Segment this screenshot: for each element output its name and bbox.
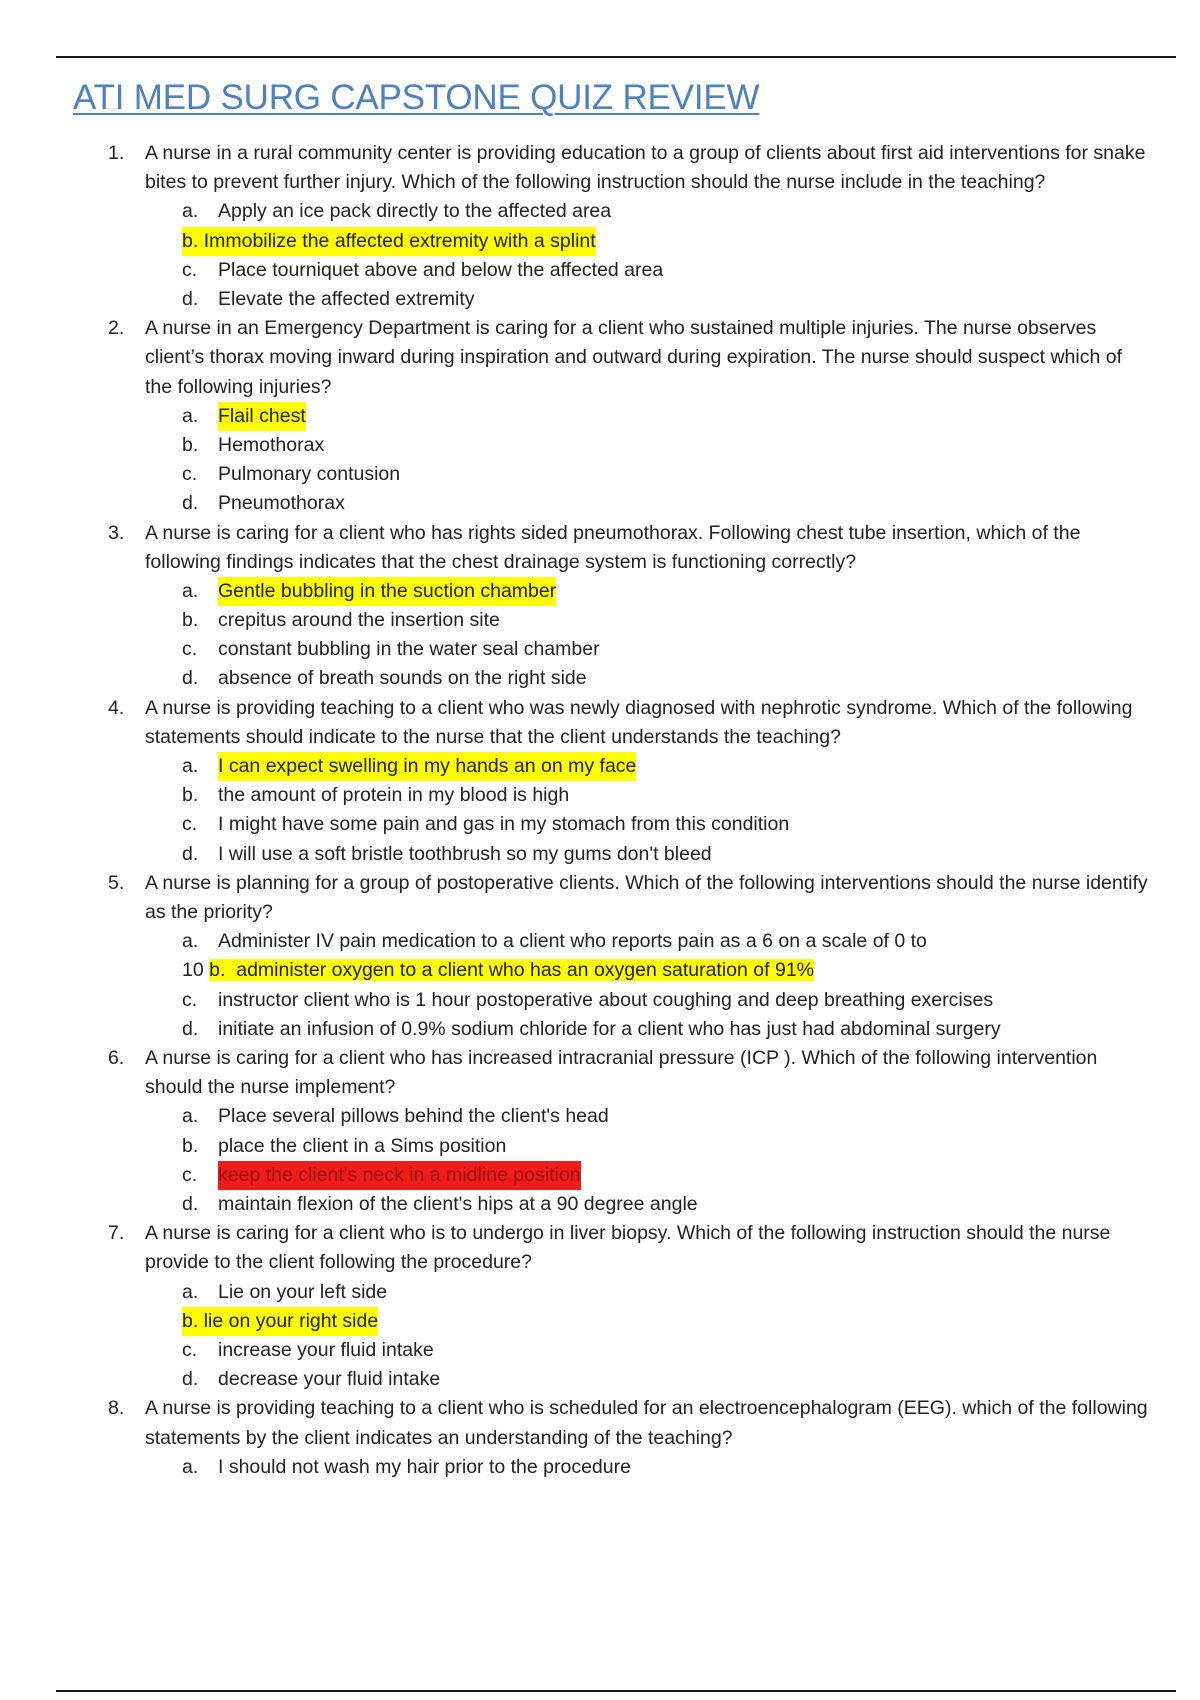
question-number: 1.	[108, 142, 125, 164]
option-letter: d.	[182, 287, 199, 310]
option-text: absence of breath sounds on the right side	[218, 667, 587, 690]
option-b	[0, 606, 1200, 635]
option-letter: d.	[182, 1017, 199, 1040]
wrapped-line	[182, 956, 814, 985]
top-rule	[56, 56, 1176, 58]
option-text: I will use a soft bristle toothbrush so my gums don't bleed	[218, 842, 712, 865]
option-text: constant bubbling in the water seal chamber	[218, 638, 600, 661]
option-b-correct	[0, 227, 1200, 256]
option-letter: b.	[182, 1134, 199, 1157]
option-c-correct	[0, 1161, 1200, 1190]
option-text: the amount of protein in my blood is high	[218, 784, 570, 807]
option-text: Apply an ice pack directly to the affected area	[218, 200, 612, 223]
option-a	[0, 927, 1200, 956]
question-text: A nurse in an Emergency Department is caring for a client who sustained multiple injuries. The nurse observes client’s thorax moving inward during inspiration and outward during expiration. The nurse should suspect which of the following injuries?	[145, 317, 1122, 398]
option-a-correct	[0, 577, 1200, 606]
option-text: crepitus around the insertion site	[218, 609, 500, 632]
option-c	[0, 635, 1200, 664]
option-c	[0, 810, 1200, 839]
option-text: Pneumothorax	[218, 492, 345, 515]
highlighted-answer	[209, 959, 814, 981]
option-a	[0, 197, 1200, 226]
option-text: Administer IV pain medication to a client who reports pain as a 6 on a scale of 0 to	[218, 930, 927, 953]
bottom-rule	[56, 1690, 1176, 1692]
option-d	[0, 489, 1200, 518]
option-text: I might have some pain and gas in my stomach from this condition	[218, 813, 790, 836]
option-b	[0, 781, 1200, 810]
option-letter: c.	[182, 1163, 198, 1186]
question-text: A nurse is providing teaching to a client who was newly diagnosed with nephrotic syndrome. Which of the following statements should indicate to the nurse that the client understands the teaching?	[145, 696, 1133, 748]
highlighted-answer: Gentle bubbling in the suction chamber	[218, 577, 556, 606]
option-letter: b.	[209, 959, 226, 982]
option-a-correct	[0, 752, 1200, 781]
option-letter: d.	[182, 492, 199, 515]
option-text: initiate an infusion of 0.9% sodium chloride for a client who has just had abdominal surgery	[218, 1017, 1001, 1040]
option-text: Place several pillows behind the client's head	[218, 1105, 609, 1128]
option-text: place the client in a Sims position	[218, 1134, 507, 1157]
highlighted-answer	[182, 227, 596, 256]
option-text: Hemothorax	[218, 433, 325, 456]
option-text: Immobilize the affected extremity with a splint	[203, 229, 596, 252]
question-text: A nurse is planning for a group of postoperative clients. Which of the following interventions should the nurse identify as the priority?	[145, 871, 1148, 924]
option-a	[0, 1102, 1200, 1131]
question-number: 5.	[108, 871, 125, 894]
option-letter: c.	[182, 258, 198, 281]
option-letter: a.	[182, 755, 199, 778]
option-letter: b.	[182, 1309, 199, 1332]
option-d	[0, 1365, 1200, 1394]
page-title: ATI MED SURG CAPSTONE QUIZ REVIEW	[73, 78, 760, 117]
option-letter: d.	[182, 842, 199, 865]
option-letter: d.	[182, 1368, 199, 1391]
option-text: I should not wash my hair prior to the procedure	[218, 1455, 631, 1478]
question-8	[0, 1394, 1200, 1482]
question-3	[0, 519, 1200, 694]
question-2	[0, 314, 1200, 518]
option-letter: a.	[182, 1105, 199, 1128]
option-d	[0, 285, 1200, 314]
option-b-correct	[0, 956, 1200, 985]
wrapped-number: 10	[182, 959, 204, 982]
question-text: A nurse is providing teaching to a client who is scheduled for an electroencephalogram (EEG). which of the following statements by the client indicates an understanding of the teaching?	[145, 1397, 1148, 1449]
option-letter: c.	[182, 638, 198, 661]
question-4	[0, 694, 1200, 869]
option-d	[0, 1190, 1200, 1219]
option-text: lie on your right side	[203, 1309, 379, 1332]
option-letter: a.	[182, 930, 199, 953]
question-text: A nurse in a rural community center is providing education to a group of clients about first aid interventions for snake bites to prevent further injury. Which of the following instruction should the nurse include in the teaching?	[145, 142, 1146, 194]
option-letter: b.	[182, 609, 199, 632]
option-d	[0, 1015, 1200, 1044]
option-letter: a.	[182, 1455, 199, 1478]
option-text: decrease your fluid intake	[218, 1368, 441, 1391]
option-a-correct	[0, 402, 1200, 431]
question-5	[0, 869, 1200, 1044]
option-letter: a.	[182, 200, 199, 223]
option-text: Lie on your left side	[218, 1280, 388, 1303]
option-d	[0, 664, 1200, 693]
option-a	[0, 1453, 1200, 1482]
option-b	[0, 431, 1200, 460]
option-text: maintain flexion of the client's hips at a 90 degree angle	[218, 1192, 698, 1215]
question-number: 7.	[108, 1222, 125, 1245]
option-letter: b.	[182, 784, 199, 807]
option-letter: d.	[182, 1192, 199, 1215]
highlighted-answer	[182, 1307, 378, 1336]
option-text: Pulmonary contusion	[218, 463, 401, 486]
option-letter: c.	[182, 813, 198, 836]
option-b	[0, 1132, 1200, 1161]
question-number: 3.	[108, 521, 125, 544]
quiz-content	[0, 139, 1200, 1482]
option-c	[0, 460, 1200, 489]
option-a	[0, 1278, 1200, 1307]
option-b-correct	[0, 1307, 1200, 1336]
option-text: instructor client who is 1 hour postoperative about coughing and deep breathing exercises	[218, 988, 994, 1011]
option-text: Place tourniquet above and below the affected area	[218, 258, 664, 281]
option-letter: c.	[182, 988, 198, 1011]
option-letter: b.	[182, 229, 199, 252]
option-letter: c.	[182, 1338, 198, 1361]
question-number: 6.	[108, 1046, 125, 1069]
question-6	[0, 1044, 1200, 1219]
option-letter: a.	[182, 404, 199, 427]
red-highlighted-answer: keep the client's neck in a midline position	[218, 1161, 581, 1190]
option-text: administer oxygen to a client who has an oxygen saturation of 91%	[236, 959, 814, 982]
option-letter: d.	[182, 667, 199, 690]
question-text: A nurse is caring for a client who is to undergo in liver biopsy. Which of the following instruction should the nurse provide to the client following the procedure?	[145, 1222, 1111, 1274]
option-c	[0, 256, 1200, 285]
option-letter: a.	[182, 1280, 199, 1303]
option-letter: a.	[182, 579, 199, 602]
option-letter: c.	[182, 463, 198, 486]
question-number: 2.	[108, 317, 125, 340]
question-1	[0, 139, 1200, 314]
option-letter: b.	[182, 433, 199, 456]
highlighted-answer: Flail chest	[218, 402, 306, 431]
question-number: 4.	[108, 696, 125, 719]
option-c	[0, 1336, 1200, 1365]
question-number: 8.	[108, 1397, 125, 1420]
option-d	[0, 840, 1200, 869]
question-text: A nurse is caring for a client who has increased intracranial pressure (ICP ). Which of the following intervention should the nurse implement?	[145, 1046, 1098, 1099]
option-text: increase your fluid intake	[218, 1338, 434, 1361]
question-text: A nurse is caring for a client who has rights sided pneumothorax. Following chest tube insertion, which of the following findings indicates that the chest drainage system is functioning correctly?	[145, 521, 1081, 573]
highlighted-answer: I can expect swelling in my hands an on my face	[218, 752, 636, 781]
option-text: Elevate the affected extremity	[218, 287, 475, 310]
option-c	[0, 986, 1200, 1015]
question-7	[0, 1219, 1200, 1394]
